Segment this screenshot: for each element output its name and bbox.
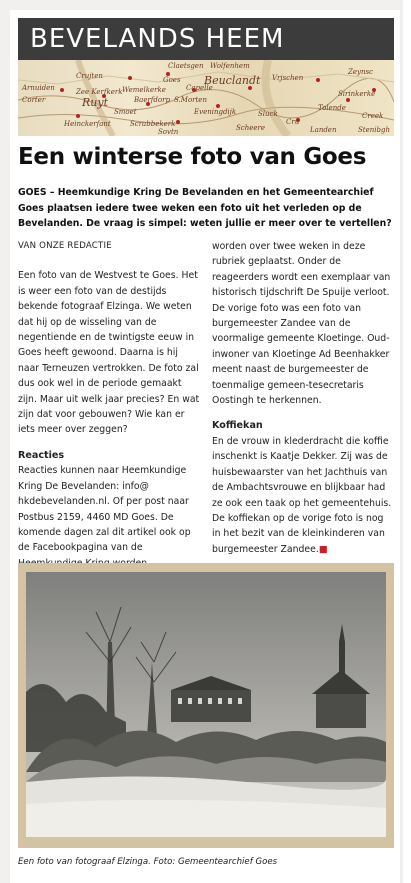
map-label: Sirinkerke	[338, 90, 376, 98]
map-label: Sluck	[258, 110, 278, 118]
map-label: Heinckerfant	[64, 120, 111, 128]
article-intro: GOES – Heemkundige Kring De Bevelanden en het Gemeentearchief Goes plaatsen iedere twee weken een foto uit het verleden op de Bevelanden. De vraag is simpel: weten jullie er meer over te vertellen?	[18, 187, 392, 229]
adjacent-page-edge	[403, 0, 411, 883]
map-label: Claetsgen	[168, 62, 204, 70]
koffiekan-paragraph	[212, 434, 394, 557]
reacties-paragraph: Reacties kunnen naar Heemkundige Kring De Bevelanden: info@ hkdebevelanden.nl. Of per post naar Postbus 2159, 4460 MD Goes. De komende dagen zal dit artikel ook op de Facebookpagina van de	[18, 465, 191, 554]
historic-map-illustration	[18, 60, 394, 136]
map-label: Sovtn	[158, 128, 179, 136]
article-column-left	[18, 239, 200, 587]
map-label: Tolende	[318, 104, 346, 112]
map-label: Wolfenhem	[210, 62, 250, 70]
map-label: Ruyt	[82, 96, 109, 109]
map-label: Beuclandt	[204, 74, 261, 87]
article-column-right	[212, 239, 394, 557]
newspaper-page	[10, 10, 400, 883]
map-label: Arnuiden	[22, 84, 55, 92]
photo-caption: Een foto van fotograaf Elzinga. Foto: Gemeentearchief Goes	[18, 857, 278, 867]
map-label: Eveningdijk	[194, 108, 237, 116]
subhead-reacties: Reacties	[18, 449, 65, 461]
map-label: Creek	[362, 112, 384, 120]
map-label: Smoet	[114, 108, 137, 116]
map-label: Crujten	[76, 72, 103, 80]
map-label: Capelle	[186, 84, 213, 92]
historic-photo-winter-westvest	[26, 572, 386, 837]
map-label: Stenibgh	[358, 126, 390, 134]
map-label: Landen	[310, 126, 337, 134]
map-label: Vrjschen	[272, 74, 304, 82]
section-banner	[18, 18, 394, 136]
map-label: Scheere	[236, 124, 265, 132]
map-label: Goes	[163, 76, 181, 84]
map-label: Baerfdorp	[134, 96, 170, 104]
photo-illustration	[26, 572, 386, 837]
body-paragraph: De vorige foto was een foto van burgemeester Zandee van de voormalige gemeente Kloetinge. Oud-inwoner van Kloetinge Ad Beenhakker meent naast de burgemeester de toenmalige gemeen-tesecretaris Oostingh te herkennen.	[212, 302, 390, 407]
koffiekan-text: En de vrouw in klederdracht die koffie inschenkt is Kaatje Dekker. Zij was de huisbewaarster van het Jachthuis van de Ambachtsvrouwe en blijkbaar had ze ook een taak op het gemeentehuis. De koffiekan op de vorige foto is nog in het bezit van de kleinkinderen van burgemeester Zandee.	[212, 435, 392, 555]
map-label: S.Morten	[174, 96, 207, 104]
body-paragraph: worden over twee weken in deze rubriek geplaatst. Onder de reageerders wordt een exemplaar van historisch tijdschrift De Spuije verloot.	[212, 241, 391, 299]
body-paragraph: Een foto van de Westvest te Goes. Het is weer een foto van de destijds bekende fotograaf Elzinga. We weten dat hij op de wisseling van de negentiende en de twintigste eeuw in Goes heeft gewoond. Daarna is hij naar Terneuzen vertrokken. De foto zal dus ook wel in de periode gemaakt zijn. Maar uit welk jaar precies? En wat zijn dat voor gebouwen? Wie kan er iets meer over zeggen?	[18, 270, 200, 436]
map-label: Corter	[22, 96, 46, 104]
historic-photo-frame	[18, 563, 394, 848]
map-label: Scrabbekerk	[130, 120, 176, 128]
map-label: Wemelkerke	[122, 86, 166, 94]
article-headline: Een winterse foto van Goes	[18, 144, 367, 170]
map-label: Cru	[286, 118, 300, 126]
section-title: BEVELANDS HEEM	[18, 18, 394, 60]
byline: VAN ONZE REDACTIE	[18, 241, 112, 251]
end-of-article-icon: ■	[318, 543, 328, 555]
subhead-koffiekan: Koffiekan	[212, 420, 263, 432]
map-label: Zee Kerfkerk	[76, 88, 123, 96]
map-label: Zeynsc	[348, 68, 373, 76]
